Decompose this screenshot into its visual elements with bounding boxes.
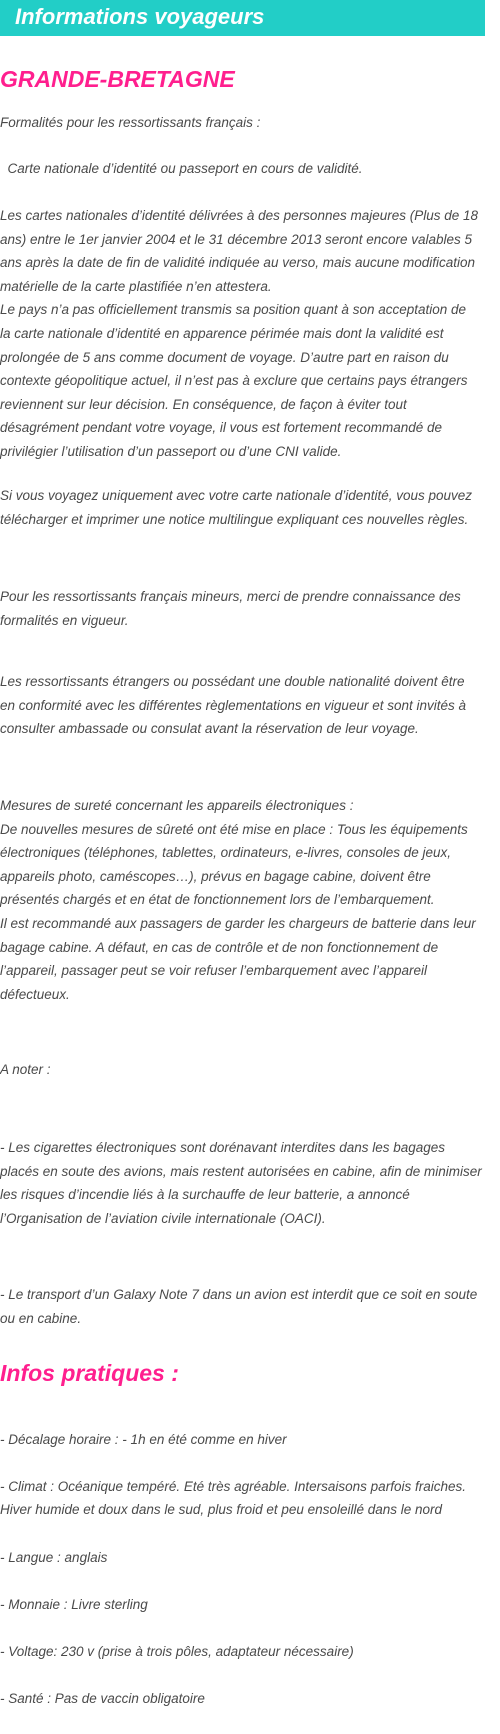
list-item: - Santé : Pas de vaccin obligatoire <box>0 1691 205 1707</box>
minors-paragraph: Pour les ressortissants français mineurs, merci de prendre connaissance des formalités en vigueur. <box>0 589 461 628</box>
page-title: Informations voyageurs <box>15 4 265 29</box>
practical-list <box>0 1404 490 1734</box>
foreigners-paragraph: Les ressortissants étrangers ou possédant une double nationalité doivent être en conformité avec les différentes règlementations en vigueur et sont invités à consulter ambassade ou consulat avant la réservation de leur voyage. <box>0 674 467 737</box>
galaxy-note: - Le transport d’un Galaxy Note 7 dans un avion est interdit que ce soit en soute ou en cabine. <box>0 1287 478 1326</box>
header-bar <box>0 0 485 36</box>
formalities-documents: Carte nationale d’identité ou passeport en cours de validité. <box>0 161 363 176</box>
formalities-intro: Formalités pour les ressortissants français : <box>0 115 261 130</box>
list-item: - Décalage horaire : - 1h en été comme en hiver <box>0 1431 287 1447</box>
list-item: - Voltage: 230 v (prise à trois pôles, adaptateur nécessaire) <box>0 1643 354 1659</box>
cni-notice-paragraph: Si vous voyagez uniquement avec votre carte nationale d’identité, vous pouvez télécharger et imprimer une notice multilingue expliquant ces nouvelles règles. <box>0 488 473 527</box>
notes-label: A noter : <box>0 1062 51 1077</box>
practical-title: Infos pratiques : <box>0 1360 179 1386</box>
cni-validity-paragraph: Les cartes nationales d’identité délivrées à des personnes majeures (Plus de 18 ans) entre le 1er janvier 2004 et le 31 décembre 2013 seront encore valables 5 ans après la date de fin de validité indiquée au verso, mais aucune modification matérielle de la carte plastifiée n’en attestera. Le pays n’a pas officiellement transmis sa position quant à son acceptation de la carte nationale d’identité en apparence périmée mais dont la validité est prolongée de 5 ans comme document de voyage. D’autre part en raison du contexte géopolitique actuel, il n’est pas à exclure que certains pays étrangers reviennent sur leur décision. En conséquence, de façon à éviter tout désagrément pendant votre voyage, il vous est fortement recommandé de privilégier l’utilisation d’un passeport ou d’une CNI valide. <box>0 208 479 459</box>
country-title: GRANDE-BRETAGNE <box>0 66 235 92</box>
ecig-note: - Les cigarettes électroniques sont dorénavant interdites dans les bagages placés en soute des avions, mais restent autorisées en cabine, afin de minimiser les risques d’incendie liés à la surchauffe de leur batterie, a annoncé l’Organisation de l’aviation civile internationale (OACI). <box>0 1140 482 1226</box>
list-item: - Langue : anglais <box>0 1549 108 1565</box>
list-item: - Climat : Océanique tempéré. Eté très agréable. Intersaisons parfois fraiches. Hiver humide et doux dans le sud, plus froid et peu ensoleillé dans le nord <box>0 1478 466 1518</box>
list-item: - Monnaie : Livre sterling <box>0 1596 148 1612</box>
security-paragraph: Mesures de sureté concernant les appareils électroniques : De nouvelles mesures de sûreté ont été mise en place : Tous les équipements électroniques (téléphones, tablettes, ordinateurs, e-livres, consoles de jeux, appareils photo, caméscopes…), prévus en bagage cabine, doivent être présentés chargés et en état de fonctionnement lors de l’embarquement. Il est recommandé aux passagers de garder les chargeurs de batterie dans leur bagage cabine. A défaut, en cas de contrôle et de non fonctionnement de l’appareil, passager peut se voir refuser l’embarquement avec l’appareil défectueux. <box>0 798 476 1002</box>
